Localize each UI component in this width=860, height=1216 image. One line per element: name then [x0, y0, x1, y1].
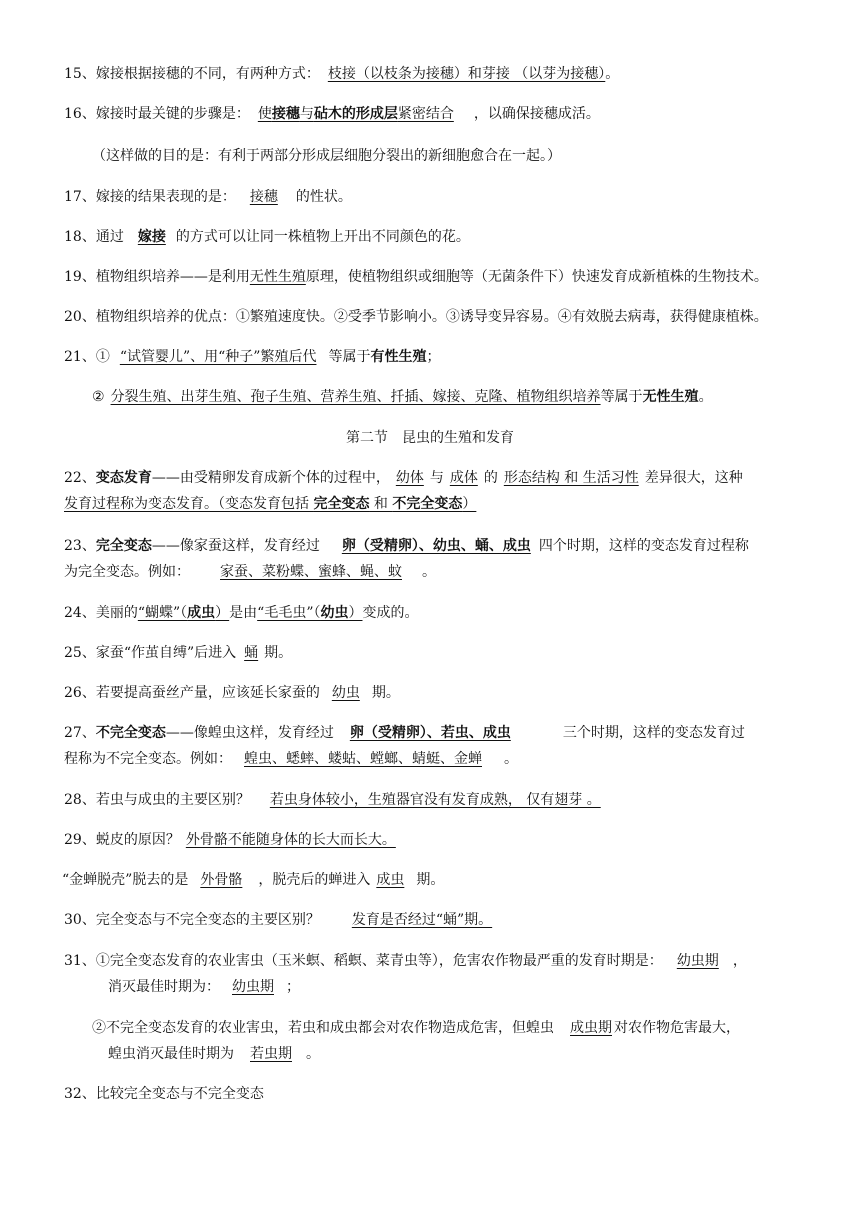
- item-24: 24、美丽的“蝴蝶”（成虫）是由“毛毛虫”（幼虫）变成的。: [64, 605, 419, 621]
- item-23-cont: 为完全变态。例如： 家蚕、菜粉蝶、蜜蜂、蝇、蚊 。: [64, 564, 436, 580]
- item-26: 26、若要提高蚕丝产量，应该延长家蚕的 幼虫 期。: [64, 685, 400, 701]
- item-19: 19、植物组织培养——是利用无性生殖原理，使植物组织或细胞等（无菌条件下）快速发育成新植株的生物技术。: [64, 269, 768, 285]
- item-27: 27、不完全变态——像蝗虫这样，发育经过 卵（受精卵）、若虫、成虫 三个时期，这样的变态发育过: [64, 725, 745, 741]
- item-16-note: （这样做的目的是：有利于两部分形成层细胞分裂出的新细胞愈合在一起。）: [92, 148, 561, 164]
- item-21-1: 21、① “试管婴儿”、用“种子”繁殖后代 等属于有性生殖；: [64, 349, 441, 365]
- item-27-cont: 程称为不完全变态。例如： 蝗虫、蟋蟀、蝼蛄、螳螂、蜻蜓、金蝉 。: [64, 751, 518, 767]
- answer-blank: 接穗: [249, 189, 278, 205]
- item-29-cont: “金蝉脱壳”脱去的是 外骨骼 ，脱壳后的蝉进入 成虫 期。: [62, 872, 445, 888]
- item-25: 25、家蚕“作茧自缚”后进入 蛹 期。: [64, 645, 293, 661]
- answer-blank: 嫁接: [137, 229, 166, 245]
- item-31-2: ②不完全变态发育的农业害虫，若虫和成虫都会对农作物造成危害，但蝗虫 成虫期 对农作物危害最大，: [92, 1020, 740, 1036]
- item-21-2: ② 分裂生殖、出芽生殖、孢子生殖、营养生殖、扦插、嫁接、克隆、植物组织培养等属于无性生殖。: [92, 389, 713, 405]
- item-17: 17、嫁接的结果表现的是： 接穗 的性状。: [64, 189, 352, 205]
- item-16: 16、嫁接时最关键的步骤是： 使接穗与砧木的形成层紧密结合 ，以确保接穗成活。: [64, 106, 600, 122]
- item-15: 15、嫁接根据接穗的不同，有两种方式： 枝接（以枝条为接穗）和芽接 （以芽为接穗）。: [64, 66, 620, 82]
- item-29: 29、蜕皮的原因？ 外骨骼不能随身体的长大而长大。: [64, 832, 396, 848]
- item-18: 18、通过 嫁接 的方式可以让同一株植物上开出不同颜色的花。: [64, 229, 470, 245]
- item-31-2-cont: 蝗虫消灭最佳时期为 若虫期 。: [108, 1046, 320, 1062]
- item-31-1-cont: 消灭最佳时期为： 幼虫期 ；: [108, 979, 300, 995]
- item-32: 32、比较完全变态与不完全变态: [64, 1086, 264, 1102]
- item-30: 30、完全变态与不完全变态的主要区别？ 发育是否经过“蛹”期。: [64, 912, 493, 928]
- answer-blank: 枝接（以枝条为接穗）和芽接 （以芽为接穗）: [327, 66, 606, 82]
- item-22-cont: 发育过程称为变态发育。（变态发育包括 完全变态 和 不完全变态）: [64, 496, 477, 512]
- item-31-1: 31、①完全变态发育的农业害虫（玉米螟、稻螟、菜青虫等），危害农作物最严重的发育时期是： 幼虫期 ，: [64, 953, 747, 969]
- item-23: 23、完全变态——像家蚕这样，发育经过 卵（受精卵）、幼虫、蛹、成虫 四个时期，这样的变态发育过程称: [64, 538, 749, 554]
- item-22: 22、变态发育——由受精卵发育成新个体的过程中， 幼体 与 成体 的 形态结构 和 生活习性 差异很大，这种: [64, 470, 743, 486]
- item-28: 28、若虫与成虫的主要区别？ 若虫身体较小，生殖器官没有发育成熟， 仅有翅芽 。: [64, 792, 601, 808]
- item-20: 20、植物组织培养的优点：①繁殖速度快。②受季节影响小。③诱导变异容易。④有效脱去病毒，获得健康植株。: [64, 309, 768, 325]
- section-title: 第二节 昆虫的生殖和发育: [346, 430, 514, 446]
